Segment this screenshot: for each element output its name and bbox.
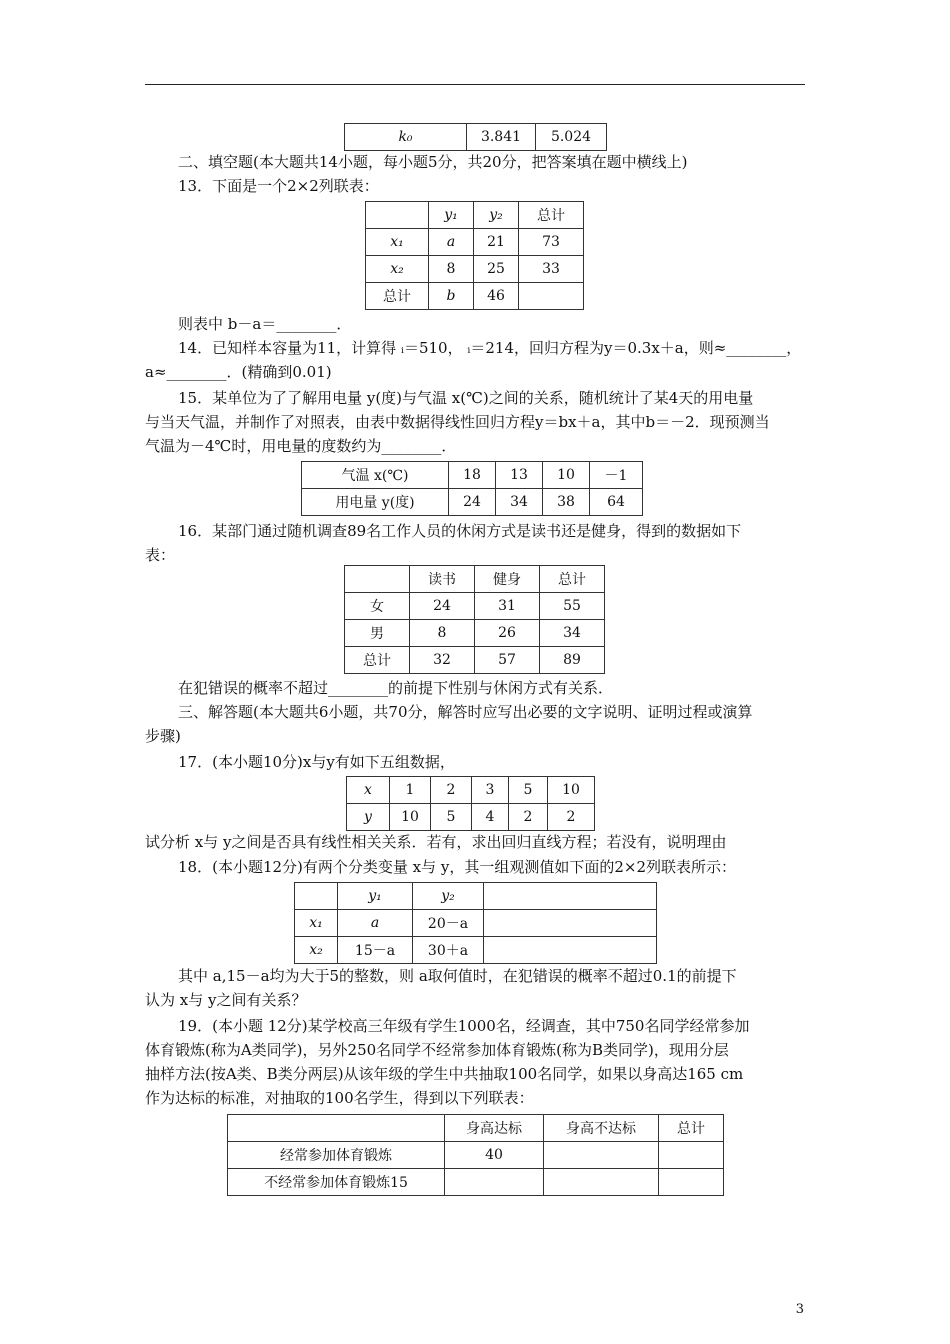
cell: 5 xyxy=(509,777,548,804)
cell: 55 xyxy=(540,593,605,620)
cell: 2 xyxy=(431,777,472,804)
cell: 38 xyxy=(543,489,590,516)
cell: a xyxy=(338,910,413,937)
cell: 总计 xyxy=(659,1115,724,1142)
cell: 20－a xyxy=(413,910,484,937)
q16-after: 在犯错误的概率不超过________的前提下性别与休闲方式有关系． xyxy=(178,679,614,697)
cell xyxy=(484,883,657,910)
cell: x₁ xyxy=(295,910,338,937)
cell: 总计 xyxy=(519,202,584,229)
cell: 10 xyxy=(543,462,590,489)
cell: 用电量 y(度) xyxy=(302,489,449,516)
q17-after: 试分析 x与 y之间是否具有线性相关关系．若有，求出回归直线方程；若没有，说明理由 xyxy=(145,833,727,851)
cell: 31 xyxy=(475,593,540,620)
cell: x₁ xyxy=(366,229,429,256)
cell: 57 xyxy=(475,647,540,674)
cell xyxy=(445,1169,544,1196)
cell: 10 xyxy=(390,804,431,831)
q15-line2: 与当天气温，并制作了对照表，由表中数据得线性回归方程y＝bx＋a，其中b＝－2．现预测当 xyxy=(145,413,770,431)
cell: 21 xyxy=(474,229,519,256)
cell xyxy=(544,1142,659,1169)
q15-line1: 15．某单位为了了解用电量 y(度)与气温 x(℃)之间的关系，随机统计了某4天的用电量 xyxy=(178,389,754,407)
cell: y₂ xyxy=(474,202,519,229)
header-rule xyxy=(145,84,805,85)
q18-line2: 其中 a,15－a均为大于5的整数，则 a取何值时，在犯错误的概率不超过0.1的前提下 xyxy=(178,967,737,985)
q16-line1: 16．某部门通过随机调查89名工作人员的休闲方式是读书还是健身，得到的数据如下 xyxy=(178,522,742,540)
cell: 8 xyxy=(410,620,475,647)
cell xyxy=(484,937,657,964)
cell: 4 xyxy=(472,804,509,831)
cell: x₂ xyxy=(366,256,429,283)
q19-line4: 作为达标的标准，对抽取的100名学生，得到以下列联表： xyxy=(145,1089,534,1107)
q19-line1: 19．(本小题 12分)某学校高三年级有学生1000名，经调查，其中750名同学经常参加 xyxy=(178,1017,750,1035)
cell: 30＋a xyxy=(413,937,484,964)
cell: 73 xyxy=(519,229,584,256)
q15-line3: 气温为－4℃时，用电量的度数约为________． xyxy=(145,437,457,455)
cell xyxy=(228,1115,445,1142)
cell: 读书 xyxy=(410,566,475,593)
cell: y₂ xyxy=(413,883,484,910)
cell: 5.024 xyxy=(536,124,607,151)
q19-line2: 体育锻炼(称为A类同学)，另外250名同学不经常参加体育锻炼(称为B类同学)，现用分层 xyxy=(145,1041,729,1059)
cell xyxy=(659,1169,724,1196)
cell: 3.841 xyxy=(467,124,536,151)
cell xyxy=(519,283,584,310)
q17-table xyxy=(346,776,595,831)
cell: y₁ xyxy=(429,202,474,229)
cell xyxy=(484,910,657,937)
q19-table xyxy=(227,1114,724,1196)
q18-line3: 认为 x与 y之间有关系？ xyxy=(145,991,307,1009)
cell: 10 xyxy=(548,777,595,804)
cell: 24 xyxy=(449,489,496,516)
q16-table xyxy=(344,565,605,674)
q13-text: 13．下面是一个2×2列联表： xyxy=(178,177,379,195)
cell: 24 xyxy=(410,593,475,620)
cell: y xyxy=(347,804,390,831)
cell xyxy=(366,202,429,229)
q17-line1: 17．(本小题10分)x与y有如下五组数据， xyxy=(178,753,455,771)
cell: 13 xyxy=(496,462,543,489)
q14-line1: 14．已知样本容量为11，计算得 ᵢ＝510， ᵢ＝214，回归方程为y＝0.3x＋a，则≈________， xyxy=(178,339,802,357)
cell: 1 xyxy=(390,777,431,804)
cell: b xyxy=(429,283,474,310)
cell: 34 xyxy=(496,489,543,516)
cell: 2 xyxy=(548,804,595,831)
cell: 34 xyxy=(540,620,605,647)
cell: 不经常参加体育锻炼15 xyxy=(228,1169,445,1196)
cell: 身高达标 xyxy=(445,1115,544,1142)
q19-line3: 抽样方法(按A类、B类分两层)从该年级的学生中共抽取100名同学，如果以身高达165 cm xyxy=(145,1065,744,1083)
cell: 89 xyxy=(540,647,605,674)
cell: a xyxy=(429,229,474,256)
cell: 32 xyxy=(410,647,475,674)
cell: y₁ xyxy=(338,883,413,910)
cell: 15－a xyxy=(338,937,413,964)
q16-line2: 表： xyxy=(145,546,176,564)
q18-line1: 18．(本小题12分)有两个分类变量 x与 y，其一组观测值如下面的2×2列联表所示： xyxy=(178,858,737,876)
q15-table xyxy=(301,461,643,516)
critical-value-table xyxy=(344,123,607,151)
cell xyxy=(295,883,338,910)
cell: 女 xyxy=(345,593,410,620)
cell: 3 xyxy=(472,777,509,804)
q13-table xyxy=(365,201,584,310)
cell xyxy=(345,566,410,593)
cell: 总计 xyxy=(366,283,429,310)
cell: 总计 xyxy=(540,566,605,593)
cell: 33 xyxy=(519,256,584,283)
cell: 身高不达标 xyxy=(544,1115,659,1142)
q13-after: 则表中 b－a＝________． xyxy=(178,315,352,333)
cell: －1 xyxy=(590,462,643,489)
cell: x₂ xyxy=(295,937,338,964)
section-3-line2: 步骤) xyxy=(145,727,181,745)
cell xyxy=(659,1142,724,1169)
cell: 64 xyxy=(590,489,643,516)
cell: 46 xyxy=(474,283,519,310)
section-3-line1: 三、解答题(本大题共6小题，共70分，解答时应写出必要的文字说明、证明过程或演算 xyxy=(178,703,753,721)
cell: x xyxy=(347,777,390,804)
section-2-title: 二、填空题(本大题共14小题，每小题5分，共20分，把答案填在题中横线上) xyxy=(178,153,688,171)
q18-table xyxy=(294,882,657,964)
cell xyxy=(544,1169,659,1196)
cell: 经常参加体育锻炼 xyxy=(228,1142,445,1169)
cell: 2 xyxy=(509,804,548,831)
cell: 18 xyxy=(449,462,496,489)
cell: 26 xyxy=(475,620,540,647)
cell: k₀ xyxy=(345,124,467,151)
cell: 8 xyxy=(429,256,474,283)
cell: 健身 xyxy=(475,566,540,593)
cell: 男 xyxy=(345,620,410,647)
q14-line2: a≈________．(精确到0.01) xyxy=(145,363,332,381)
cell: 5 xyxy=(431,804,472,831)
cell: 气温 x(℃) xyxy=(302,462,449,489)
cell: 总计 xyxy=(345,647,410,674)
page-number: 3 xyxy=(795,1302,804,1317)
cell: 40 xyxy=(445,1142,544,1169)
cell: 25 xyxy=(474,256,519,283)
